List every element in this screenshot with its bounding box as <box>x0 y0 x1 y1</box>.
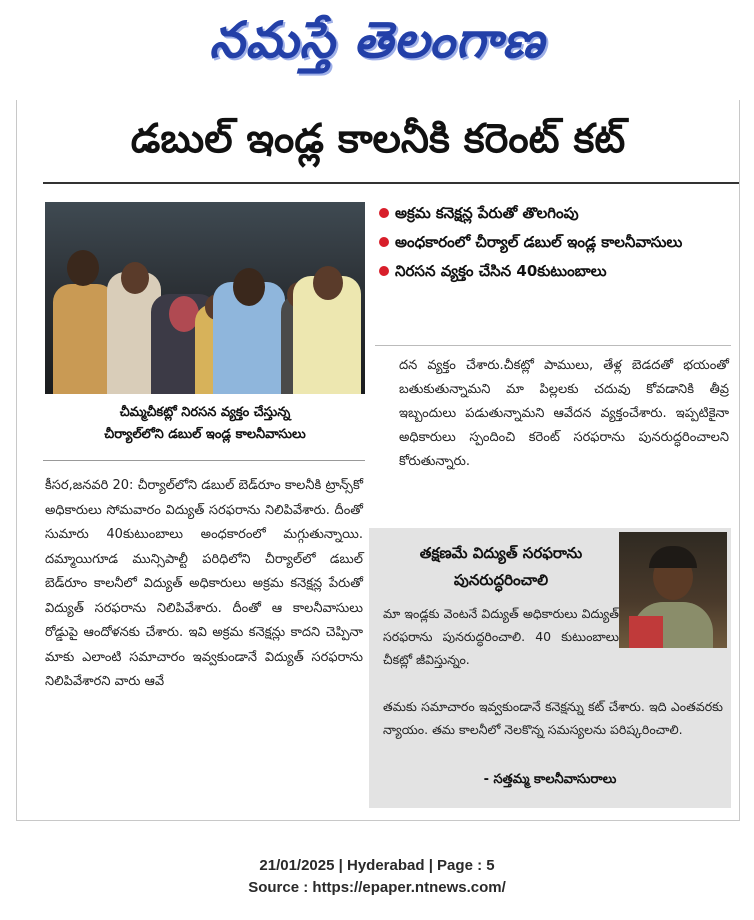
article-body: కీసర,జనవరి 20: చీర్యాల్‌లోని డబుల్ బెడ్‌రూం కాలనీకి ట్రాన్స్‌కో అధికారులు సోమవారం విద్యుత్ సరఫరాను నిలిపివేశారు. దీంతో సుమారు 40కుటుంబాలు అంధకారంలో మగ్గుతున్నాయి. దమ్మాయిగూడ మున్సిపాల్టీ పరిధిలోని చీర్యాల్‌లో డబుల్ బెడ్‌రూం కాలనీలో విద్యుత్ అధికారులు అక్రమ కనెక్షన్ల పేరుతో విద్యుత్ సరఫరాను నిలిపివేశారు. దీంతో ఆ కాలనీవాసులు రోడ్డుపై ఆందోళనకు చేశారు. ఇవి అక్రమ కనెక్షన్లు కాదని చెప్పినా మాకు ఎలాంటి సమాచారం ఇవ్వకుండానే విద్యుత్ సరఫరాను నిలిపివేశారని వారు ఆవే <box>45 478 363 689</box>
article-body-continued: దన వ్యక్తం చేశారు.చీకట్లో పాములు, తేళ్ల బెడదతో భయంతో బతుకుతున్నామని మా పిల్లలకు చదువు కోవడానికి తీవ్ర ఇబ్బందులు పడుతున్నామని ఆవేదన వ్యక్తంచేశారు. ఇప్పటికైనా అధికారులు స్పందించి కరెంట్ సరఫరాను పునరుద్ధరించాలని కోరుతున్నారు. <box>399 358 729 469</box>
publication-info: 21/01/2025 | Hyderabad | Page : 5 <box>259 857 495 874</box>
quote-box-title: తక్షణమే విద్యుత్ సరఫరాను పునరుద్ధరించాలి <box>419 544 583 589</box>
quote-attribution: - సత్తమ్మ కాలనీవాసురాలు <box>483 772 617 787</box>
quote-box <box>369 528 731 808</box>
key-point: నిరసన వ్యక్తం చేసిన 40కుటుంబాలు <box>379 260 729 283</box>
key-point: అక్రమ కనెక్షన్ల పేరుతో తొలగింపు <box>379 202 729 225</box>
quote-text: మా ఇండ్లకు వెంటనే విద్యుత్ అధికారులు విద్యుత్ సరఫరాను పునరుద్ధరించాలి. 40 కుటుంబాలు చీకట్లో జీవిస్తున్నం. <box>383 606 619 667</box>
news-clipping <box>16 100 740 821</box>
caption-line: చీర్యాల్‌లోని డబుల్ ఇండ్ల కాలనీవాసులు <box>104 427 306 442</box>
quote-text: తమకు సమాచారం ఇవ్వకుండానే కనెక్షన్ను కట్ చేశారు. ఇది ఎంతవరకు న్యాయం. తమ కాలనీలో నెలకొన్న సమస్యలను పరిష్కరించాలి. <box>383 699 723 737</box>
protest-photo <box>45 202 365 394</box>
headline-divider <box>43 182 740 184</box>
page-footer <box>0 855 754 899</box>
bullet-icon <box>379 237 389 247</box>
resident-photo <box>619 532 727 648</box>
newspaper-masthead: నమస్తే తెలంగాణ <box>209 11 545 69</box>
source-link[interactable]: Source : https://epaper.ntnews.com/ <box>248 879 506 896</box>
photo-caption <box>45 402 365 446</box>
caption-line: చీమ్మచీకట్లో నిరసన వ్యక్తం చేస్తున్న <box>119 405 291 420</box>
article-headline: డబుల్ ఇండ్ల కాలనీకి కరెంట్ కట్ <box>130 116 626 162</box>
key-point: అంధకారంలో చీర్యాల్ డబుల్ ఇండ్ల కాలనీవాసులు <box>379 231 729 254</box>
bullet-icon <box>379 208 389 218</box>
key-points <box>379 202 729 289</box>
column-divider <box>375 345 731 346</box>
bullet-icon <box>379 266 389 276</box>
caption-divider <box>43 460 365 461</box>
